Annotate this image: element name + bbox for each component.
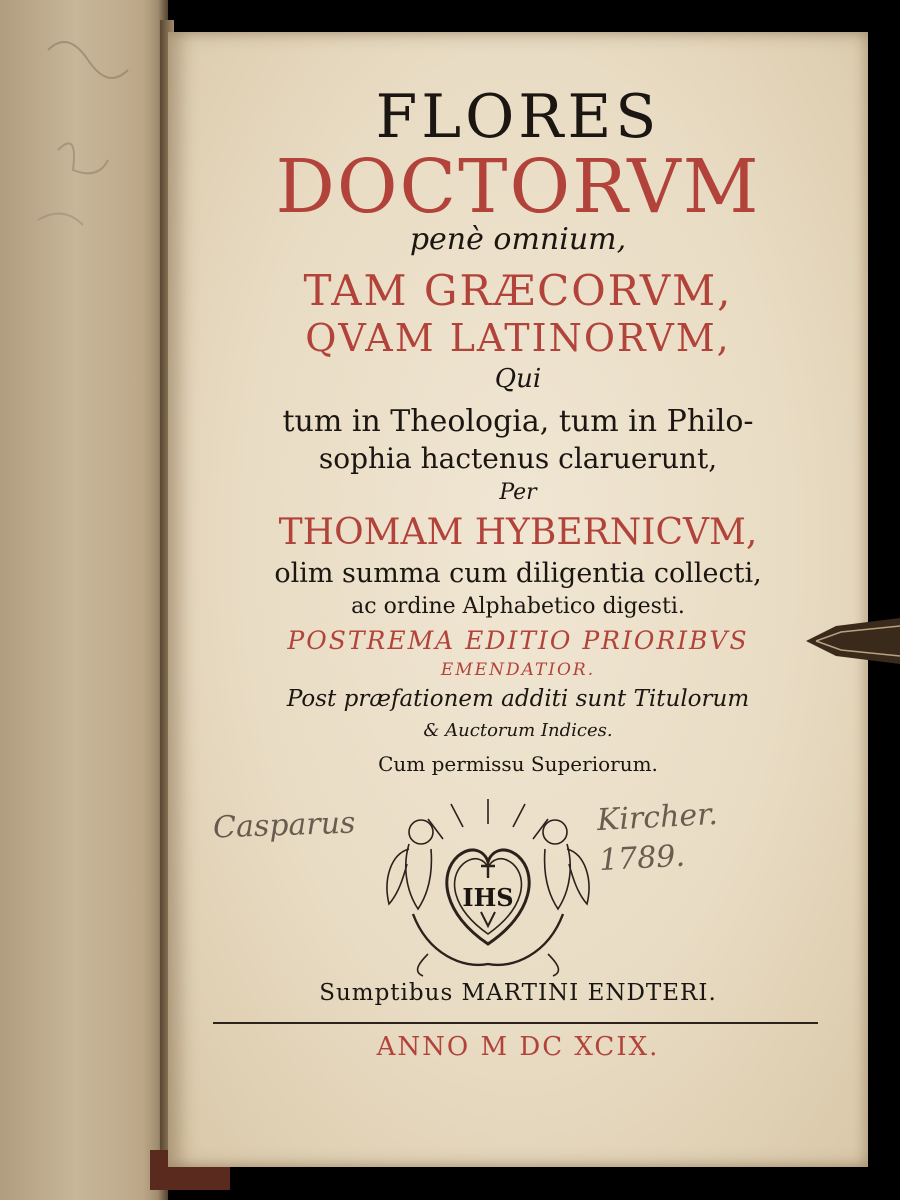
title-line-doctorum: DOCTORVM	[275, 144, 761, 230]
title-page	[168, 32, 868, 1167]
margin-scribble-icon	[28, 20, 148, 260]
title-line-praefationem: Post præfationem additi sunt Titulorum	[286, 686, 750, 712]
title-line-collecti: olim summa cum diligentia collecti,	[274, 558, 762, 589]
title-line-tam-graecorum: TAM GRÆCORVM,	[303, 266, 733, 315]
ownership-inscription-left: Casparus	[212, 805, 356, 846]
inscription-name: Kircher.	[596, 796, 719, 839]
permission-line: Cum permissu Superiorum.	[378, 752, 658, 776]
inscription-year: 1789.	[598, 838, 686, 879]
jesuit-heart-ihs-emblem-icon	[373, 794, 603, 979]
title-line-pene-omnium: penè omnium,	[409, 222, 627, 257]
edition-line: POSTREMA EDITIO PRIORIBVS	[287, 626, 749, 655]
facing-page	[0, 0, 168, 1200]
publisher-line: Sumptibus MARTINI ENDTERI.	[319, 980, 717, 1006]
title-line-quam-latinorum: QVAM LATINORVM,	[305, 316, 731, 360]
title-line-per: Per	[499, 480, 537, 505]
ownership-inscription-right	[596, 795, 721, 881]
ihs-monogram: IHS	[462, 883, 514, 912]
title-line-qui: Qui	[494, 364, 542, 394]
title-line-theologia: tum in Theologia, tum in Philo-	[282, 404, 754, 439]
edition-line-emendatior: EMENDATIOR.	[440, 660, 596, 680]
imprint-rule	[213, 1022, 818, 1024]
title-line-flores: FLORES	[375, 82, 661, 152]
author-line: THOMAM HYBERNICVM,	[278, 512, 758, 553]
title-line-digesti: ac ordine Alphabetico digesti.	[351, 594, 685, 619]
title-line-sophia: sophia hactenus claruerunt,	[318, 442, 718, 475]
bookmark-ribbon-icon	[806, 618, 900, 664]
title-line-indices: & Auctorum Indices.	[423, 720, 613, 741]
imprint-year: ANNO M DC XCIX.	[376, 1032, 660, 1062]
